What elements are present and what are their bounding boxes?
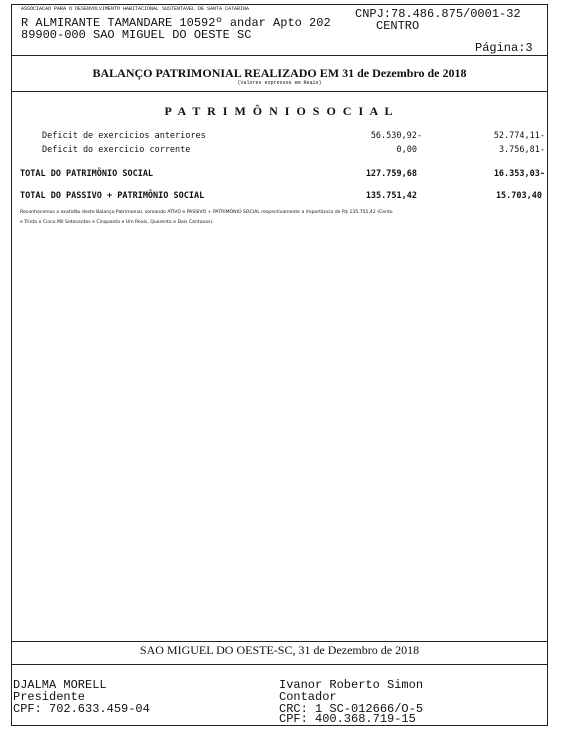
note-line-1: Reconhecemos a exatidão deste Balanço Patrimonial, somando ATIVO e PASSIVO + PATRIMÔNIO SOCIAL respectivamente a importância de R$ 135.751,42 (Cento bbox=[20, 210, 393, 215]
city-line: 89900-000 SAO MIGUEL DO OESTE SC bbox=[21, 28, 252, 42]
total-patrimonio-2018: 127.759,68 bbox=[365, 169, 417, 179]
row-value-2018-deficit-corrente: 0,00 bbox=[396, 145, 417, 155]
total-passivo-patrimonio-label: TOTAL DO PASSIVO + PATRIMÔNIO SOCIAL bbox=[20, 191, 205, 201]
signer-right-crc: CRC: 1 SC-012666/O-5 bbox=[279, 702, 424, 716]
address-line: R ALMIRANTE TAMANDARE 10592º andar Apto 202 bbox=[21, 16, 331, 30]
row-label-deficit-corrente: Deficit do exercicio corrente bbox=[42, 145, 191, 155]
signer-left-cpf: CPF: 702.633.459-04 bbox=[13, 702, 150, 716]
page-title: BALANÇO PATRIMONIAL REALIZADO EM 31 de Dezembro de 2018 bbox=[92, 66, 467, 80]
signer-left-name: DJALMA MORELL bbox=[13, 678, 107, 692]
note-line-2: e Trinta e Cinco Mil Setecentos e Cinquenta e Um Reais, Quarenta e Dois Centavos). bbox=[20, 220, 214, 225]
section-heading: P A T R I M Ô N I O S O C I A L bbox=[164, 104, 395, 118]
signer-left-role: Presidente bbox=[13, 690, 86, 704]
signer-right-cpf: CPF: 400.368.719-15 bbox=[279, 712, 416, 726]
title-divider bbox=[12, 91, 547, 92]
total-passivo-patrimonio-2017: 15.703,40 bbox=[495, 191, 542, 201]
row-value-2017-deficit-anteriores: 52.774,11- bbox=[493, 131, 545, 141]
page-number: Página:3 bbox=[475, 41, 533, 55]
signer-right-role: Contador bbox=[279, 690, 337, 704]
footer-divider-top bbox=[12, 641, 547, 642]
row-value-2017-deficit-corrente: 3.756,81- bbox=[498, 145, 545, 155]
signer-right-name: Ivanor Roberto Simon bbox=[279, 678, 424, 692]
total-patrimonio-label: TOTAL DO PATRIMÔNIO SOCIAL bbox=[20, 169, 154, 179]
header-divider bbox=[12, 55, 547, 56]
entity-name: ASSOCIACAO PARA O DESENVOLVIMENTO HABITACIONAL SUSTENTAVEL DE SANTA CATARINA bbox=[21, 6, 250, 12]
row-value-2018-deficit-anteriores: 56.530,92- bbox=[370, 131, 422, 141]
row-label-deficit-anteriores: Deficit de exercicios anteriores bbox=[42, 131, 206, 141]
total-passivo-patrimonio-2018: 135.751,42 bbox=[365, 191, 417, 201]
footer-divider-bottom bbox=[12, 664, 547, 665]
page-subtitle: (Valores expressos em Reais) bbox=[237, 80, 322, 86]
place-date: SAO MIGUEL DO OESTE-SC, 31 de Dezembro de 2018 bbox=[139, 643, 420, 657]
cnpj: CNPJ:78.486.875/0001-32 bbox=[355, 7, 521, 21]
document-frame bbox=[11, 4, 548, 726]
district: CENTRO bbox=[376, 19, 420, 33]
total-patrimonio-2017: 16.353,03- bbox=[493, 169, 545, 179]
